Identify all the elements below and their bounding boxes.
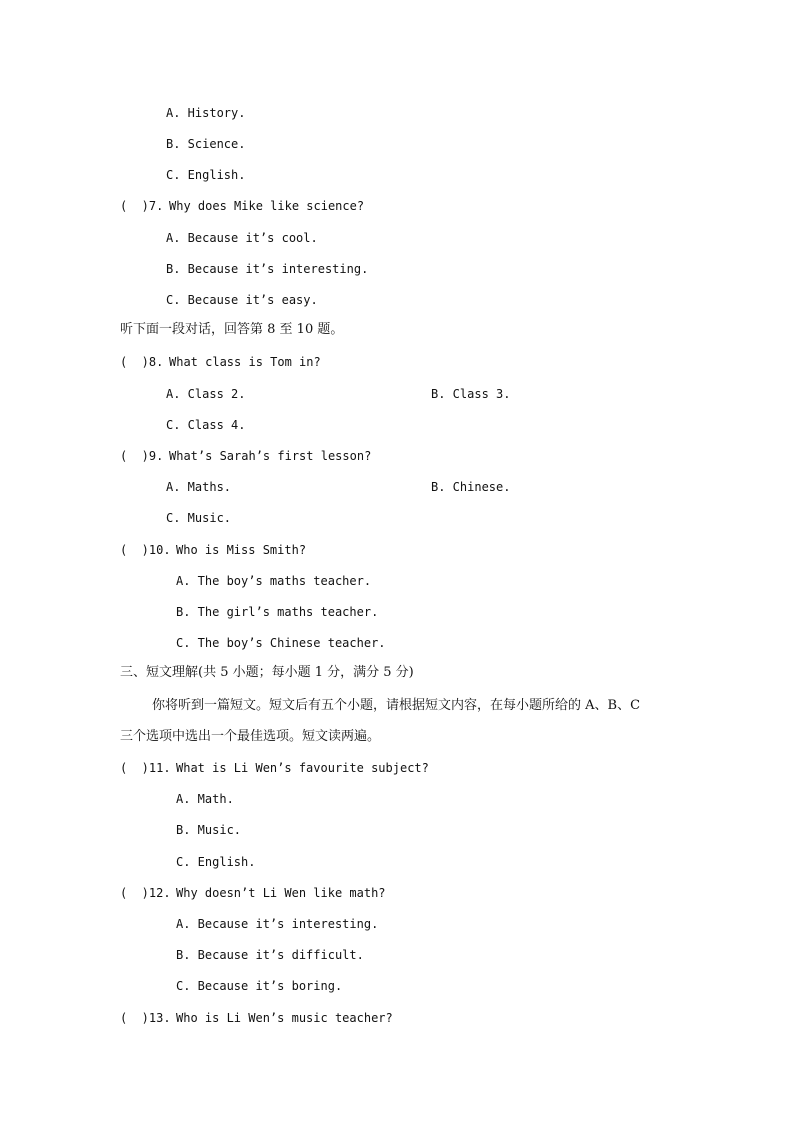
q7-prefix: ( )7. [120,199,164,213]
q7-option-b: B. Because it’s interesting. [166,262,369,276]
q9-option-c: C. Music. [166,511,232,525]
q9-question: What’s Sarah’s first lesson? [169,449,372,463]
q10-prefix: ( )10. [120,543,171,557]
q12-option-c: C. Because it’s boring. [176,979,343,993]
q9-option-b: B. Chinese. [431,480,511,494]
q9-prefix: ( )9. [120,449,164,463]
q11-option-a: A. Math. [176,792,234,806]
section3-heading: 三、短文理解(共 5 小题；每小题 1 分，满分 5 分) [120,665,414,680]
q8-option-a: A. Class 2. [166,387,246,401]
q11-question: What is Li Wen’s favourite subject? [176,761,429,775]
q9-option-a: A. Maths. [166,480,232,494]
q11-option-b: B. Music. [176,823,242,837]
q12-option-b: B. Because it’s difficult. [176,948,364,962]
q8-question: What class is Tom in? [169,355,321,369]
section3-instruction-line1: 你将听到一篇短文。短文后有五个小题，请根据短文内容，在每小题所给的 A、B、C [152,698,641,713]
q6-option-c: C. English. [166,168,246,182]
q13-prefix: ( )13. [120,1011,171,1025]
q8-option-c: C. Class 4. [166,418,246,432]
q12-question: Why doesn’t Li Wen like math? [176,886,386,900]
q8-option-b: B. Class 3. [431,387,511,401]
q10-question: Who is Miss Smith? [176,543,307,557]
q6-option-b: B. Science. [166,137,246,151]
q7-question: Why does Mike like science? [169,199,365,213]
q10-option-c: C. The boy’s Chinese teacher. [176,636,386,650]
q7-option-c: C. Because it’s easy. [166,293,318,307]
section-instruction-8-10: 听下面一段对话，回答第 8 至 10 题。 [120,322,344,337]
q11-prefix: ( )11. [120,761,171,775]
q7-option-a: A. Because it’s cool. [166,231,318,245]
q10-option-a: A. The boy’s maths teacher. [176,574,372,588]
q6-option-a: A. History. [166,106,246,120]
q12-option-a: A. Because it’s interesting. [176,917,379,931]
q8-prefix: ( )8. [120,355,164,369]
q12-prefix: ( )12. [120,886,171,900]
section3-instruction-line2: 三个选项中选出一个最佳选项。短文读两遍。 [120,729,381,744]
q11-option-c: C. English. [176,855,256,869]
q13-question: Who is Li Wen’s music teacher? [176,1011,393,1025]
q10-option-b: B. The girl’s maths teacher. [176,605,379,619]
